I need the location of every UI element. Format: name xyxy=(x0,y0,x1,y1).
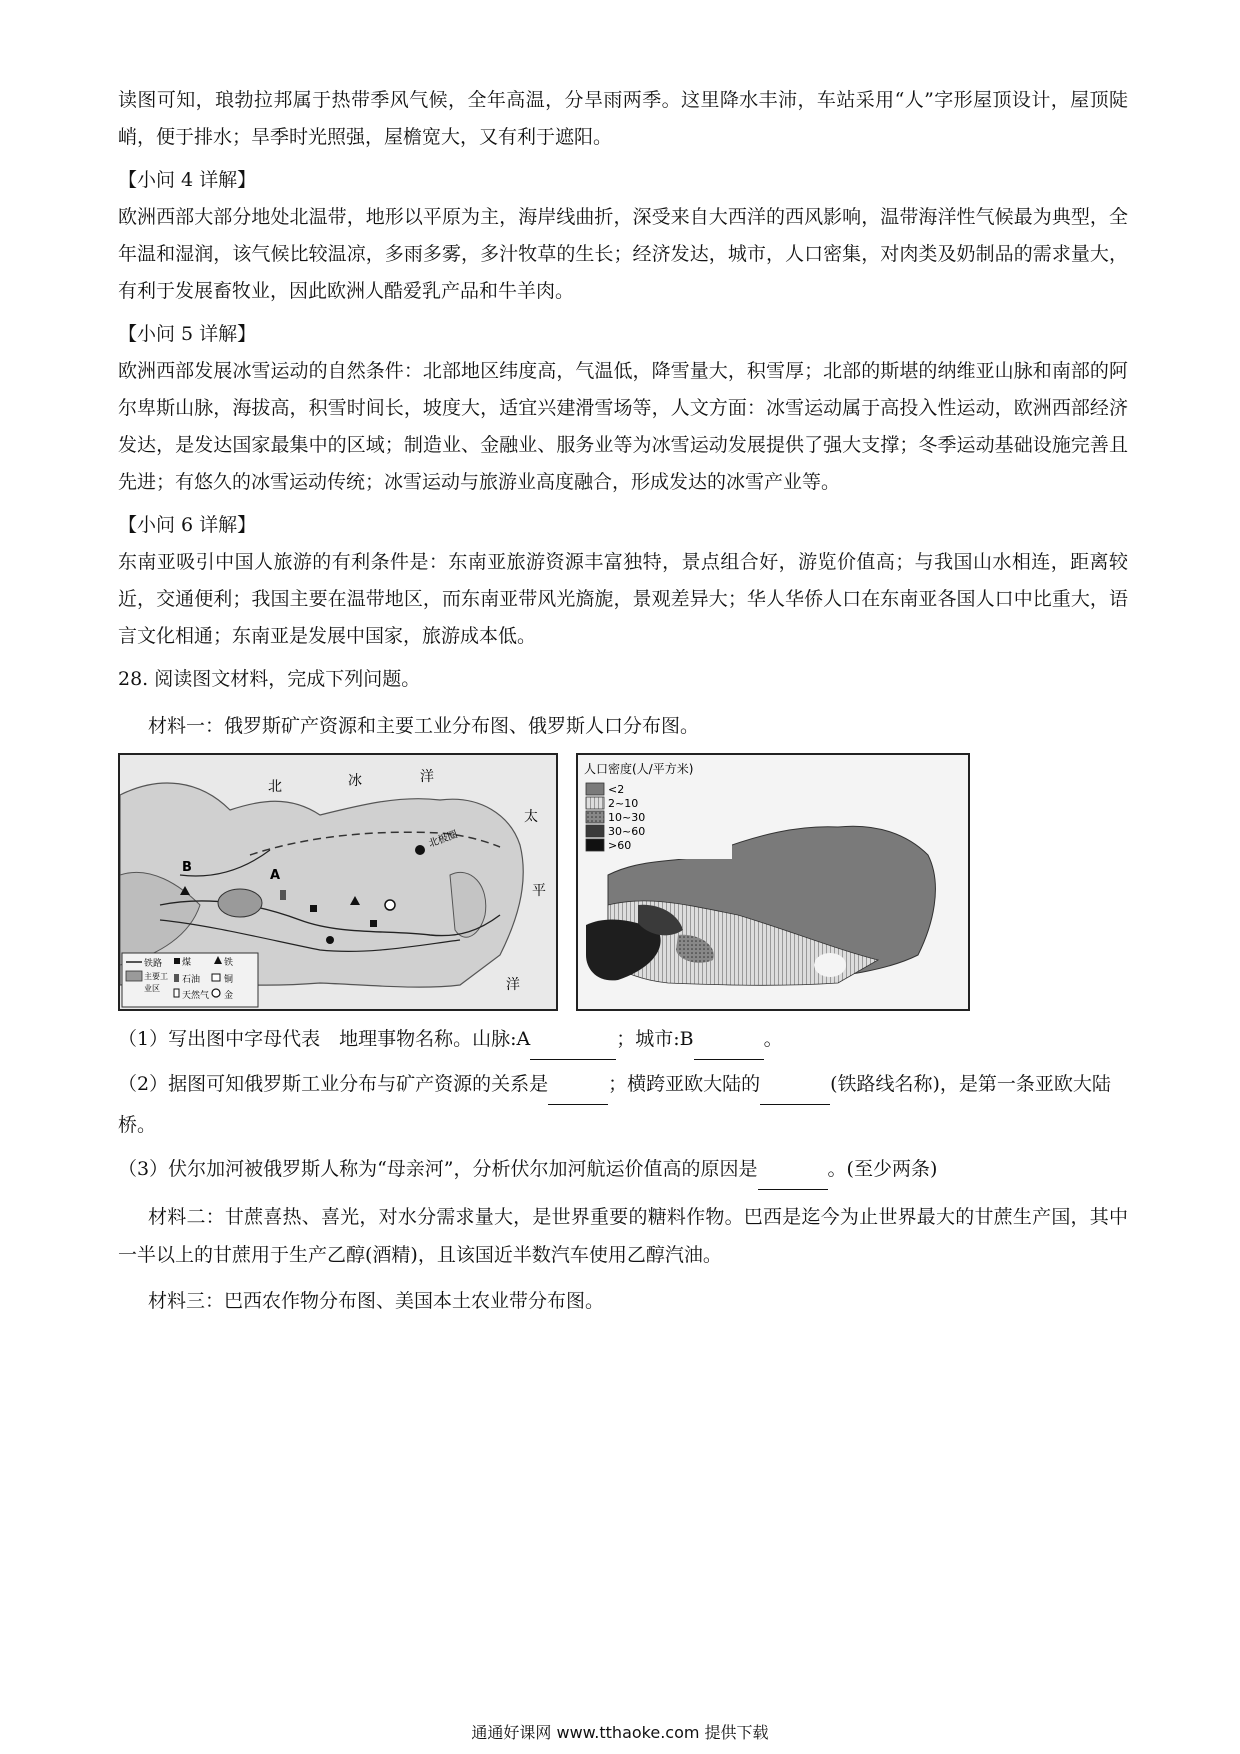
legend-rail: 铁路 xyxy=(144,959,163,969)
ocean-north-1: 北 xyxy=(268,779,282,795)
question-1-text-b: ；城市:B xyxy=(616,1028,694,1050)
ocean-north-2: 冰 xyxy=(348,773,362,789)
pacific-label-3: 洋 xyxy=(506,977,520,993)
question-3-text: （3）伏尔加河被俄罗斯人称为“母亲河”，分析伏尔加河航运价值高的原因是 xyxy=(118,1158,758,1180)
question-3-text-b: 。(至少两条) xyxy=(827,1158,938,1180)
question-1 xyxy=(118,1019,1128,1060)
legend-copper: 铜 xyxy=(224,975,234,985)
heading-q4: 【小问 4 详解】 xyxy=(118,169,257,191)
heading-q5: 【小问 5 详解】 xyxy=(118,323,257,345)
answer-blank-railway[interactable] xyxy=(760,1064,830,1105)
russia-minerals-map-svg xyxy=(120,755,556,1009)
paragraph-q6: 东南亚吸引中国人旅游的有利条件是：东南亚旅游资源丰富独特，景点组合好，游览价值高；与我国山水相连，距离较近，交通便利；我国主要在温带地区，而东南亚带风光旖旎，景观差异大；华人华侨人口在东南亚各国人口中比重大，语言文化相通；东南亚是发展中国家，旅游成本低。 xyxy=(118,551,1128,647)
russia-population-map xyxy=(576,753,970,1011)
legend-gas: 天然气 xyxy=(182,991,210,1001)
question-3 xyxy=(118,1149,1128,1190)
question-28-title: 28. 阅读图文材料，完成下列问题。 xyxy=(118,668,421,690)
population-legend-item: >60 xyxy=(608,839,632,852)
legend-coal: 煤 xyxy=(182,958,192,968)
russia-population-map-svg xyxy=(578,755,968,1009)
legend-industry-2: 业区 xyxy=(144,984,160,993)
population-legend-item: 10~30 xyxy=(608,811,646,824)
legend-industry-1: 主要工 xyxy=(144,972,168,981)
legend-gold: 金 xyxy=(224,991,234,1001)
question-1-text: （1）写出图中字母代表 地理事物名称。山脉:A xyxy=(118,1028,531,1050)
question-2 xyxy=(118,1064,1128,1145)
material-2: 材料二：甘蔗喜热、喜光，对水分需求量大，是世界重要的糖料作物。巴西是迄今为止世界最大的甘蔗生产国，其中一半以上的甘蔗用于生产乙醇(酒精)，且该国近半数汽车使用乙醇汽油。 xyxy=(118,1206,1128,1266)
question-2-text: （2）据图可知俄罗斯工业分布与矿产资源的关系是 xyxy=(118,1073,549,1095)
question-1-text-c: 。 xyxy=(763,1028,783,1050)
paragraph-q4: 欧洲西部大部分地处北温带，地形以平原为主，海岸线曲折，深受来自大西洋的西风影响，温带海洋性气候最为典型，全年温和湿润，该气候比较温凉，多雨多雾，多汁牧草的生长；经济发达，城市，人口密集，对肉类及奶制品的需求量大，有利于发展畜牧业，因此欧洲人酷爱乳产品和牛羊肉。 xyxy=(118,206,1128,302)
pacific-label-2: 平 xyxy=(532,883,546,899)
answer-blank-b[interactable] xyxy=(694,1019,764,1060)
map-label-b: B xyxy=(182,860,192,875)
population-legend-item: <2 xyxy=(608,783,625,796)
answer-blank-relation[interactable] xyxy=(548,1064,608,1105)
legend-oil: 石油 xyxy=(182,975,201,985)
paragraph-q5: 欧洲西部发展冰雪运动的自然条件：北部地区纬度高，气温低，降雪量大，积雪厚；北部的斯堪的纳维亚山脉和南部的阿尔卑斯山脉，海拔高，积雪时间长，坡度大，适宜兴建滑雪场等，人文方面：冰雪运动属于高投入性运动，欧洲西部经济发达，是发达国家最集中的区域；制造业、金融业、服务业等为冰雪运动发展提供了强大支撑；冬季运动基础设施完善且先进；有悠久的冰雪运动传统；冰雪运动与旅游业高度融合，形成发达的冰雪产业等。 xyxy=(118,360,1128,493)
footer-source: 通通好课网 www.tthaoke.com 提供下载 xyxy=(471,1723,769,1742)
maps-row xyxy=(118,753,1128,1015)
material-3: 材料三：巴西农作物分布图、美国本土农业带分布图。 xyxy=(148,1290,605,1312)
ocean-north-3: 洋 xyxy=(420,769,434,785)
population-legend-title: 人口密度(人/平方米) xyxy=(584,762,694,776)
document-page xyxy=(118,82,1128,1320)
population-legend-item: 2~10 xyxy=(608,797,639,810)
material-1: 材料一：俄罗斯矿产资源和主要工业分布图、俄罗斯人口分布图。 xyxy=(148,715,700,737)
answer-blank-a[interactable] xyxy=(530,1019,616,1060)
russia-minerals-map xyxy=(118,753,558,1011)
heading-q6: 【小问 6 详解】 xyxy=(118,514,257,536)
answer-blank-volga[interactable] xyxy=(758,1149,828,1190)
arctic-circle-label: 北极圈 xyxy=(427,829,460,850)
question-2-text-c: (铁路线名称)，是第一条亚欧大陆桥。 xyxy=(118,1073,1111,1136)
paragraph-climate: 读图可知，琅勃拉邦属于热带季风气候，全年高温，分旱雨两季。这里降水丰沛，车站采用“人”字形屋顶设计，屋顶陡峭，便于排水；旱季时光照强，屋檐宽大，又有利于遮阳。 xyxy=(118,89,1128,148)
pacific-label-1: 太 xyxy=(524,809,538,825)
question-2-text-b: ；横跨亚欧大陆的 xyxy=(608,1073,761,1095)
legend-iron: 铁 xyxy=(224,958,234,968)
map-label-a: A xyxy=(270,868,281,883)
population-legend-item: 30~60 xyxy=(608,825,646,838)
